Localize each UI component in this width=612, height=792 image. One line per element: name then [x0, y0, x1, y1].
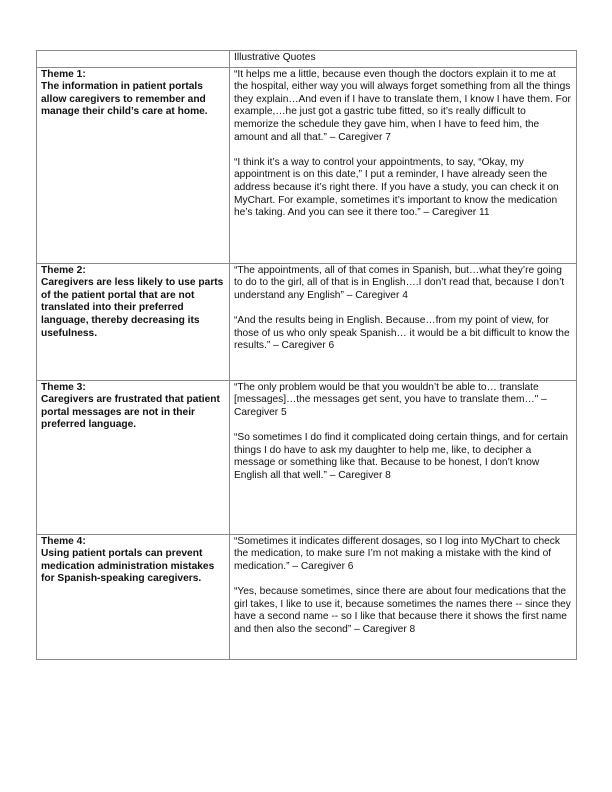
quote: “The appointments, all of that comes in Spanish, but…what they’re going to do to the girl, all of that is in English….I don’t read that, because I don’t understand any English” – Caregiver 4 — [234, 264, 565, 301]
quote: “Yes, because sometimes, since there are about four medications that the girl takes, I like to use it, because sometimes the names there -- since they have a second name -- so I like that because there it shows the first name and then also the second” – Caregiver 8 — [234, 585, 571, 635]
table-header-row — [37, 51, 577, 68]
quote: “It helps me a little, because even though the doctors explain it to me at the hospital, either way you will always forget something from all the things they explain…And even if I have to translate them, I know I have them. For example,…he just got a gastric tube fitted, so it’s really difficult to memorize the schedule they gave him, when I have to feed him, the amount and all that.” – Caregiver 7 — [234, 68, 571, 143]
theme-cell — [37, 534, 230, 659]
theme-label: Theme 4: — [41, 535, 86, 547]
table-row-theme-1 — [37, 67, 577, 263]
theme-cell — [37, 263, 230, 380]
quote: “I think it’s a way to control your appointments, to say, “Okay, my appointment is on this date,” I put a reminder, I have already seen the address because it’s right there. If you have a study, you can check it on MyChart. For example, sometimes it’s important to know the medication he’s taking. And you can see it there too.” – Caregiver 11 — [234, 156, 559, 219]
table-row-theme-4 — [37, 534, 577, 659]
theme-label: Theme 3: — [41, 381, 86, 393]
theme-cell — [37, 67, 230, 263]
quotes-cell — [230, 263, 577, 380]
header-cell-quotes: Illustrative Quotes — [230, 51, 577, 68]
quotes-cell — [230, 534, 577, 659]
quote: “Sometimes it indicates different dosages, so I log into MyChart to check the medication, to make sure I’m not making a mistake with the kind of medication.” – Caregiver 6 — [234, 535, 560, 572]
theme-description: The information in patient portals allow caregivers to remember and manage their child’s care at home. — [41, 81, 208, 118]
table-row-theme-3 — [37, 380, 577, 534]
quote: “And the results being in English. Because…from my point of view, for those of us who only speak Spanish… it would be a bit difficult to know the results.” – Caregiver 6 — [234, 314, 570, 352]
theme-description: Caregivers are frustrated that patient portal messages are not in their preferred language. — [41, 394, 220, 431]
quotes-cell — [230, 380, 577, 534]
header-cell-theme — [37, 51, 230, 68]
themes-quotes-table — [36, 50, 577, 660]
quote: “So sometimes I do find it complicated doing certain things, and for certain things I do have to ask my daughter to help me, like, to decipher a message or something like that. Because to be honest, I don’t know English all that well.” – Caregiver 8 — [234, 431, 569, 481]
quotes-cell — [230, 67, 577, 263]
theme-description: Using patient portals can prevent medication administration mistakes for Spanish-speaking caregivers. — [41, 548, 215, 585]
theme-description: Caregivers are less likely to use parts of the patient portal that are not translated into their preferred language, thereby decreasing its usefulness. — [41, 277, 224, 339]
theme-cell — [37, 380, 230, 534]
quote: “The only problem would be that you wouldn’t be able to… translate [messages]…the messages get sent, you have to translate them…" – Caregiver 5 — [234, 381, 547, 418]
theme-label: Theme 2: — [41, 264, 86, 276]
theme-label: Theme 1: — [41, 68, 86, 80]
table-row-theme-2 — [37, 263, 577, 380]
